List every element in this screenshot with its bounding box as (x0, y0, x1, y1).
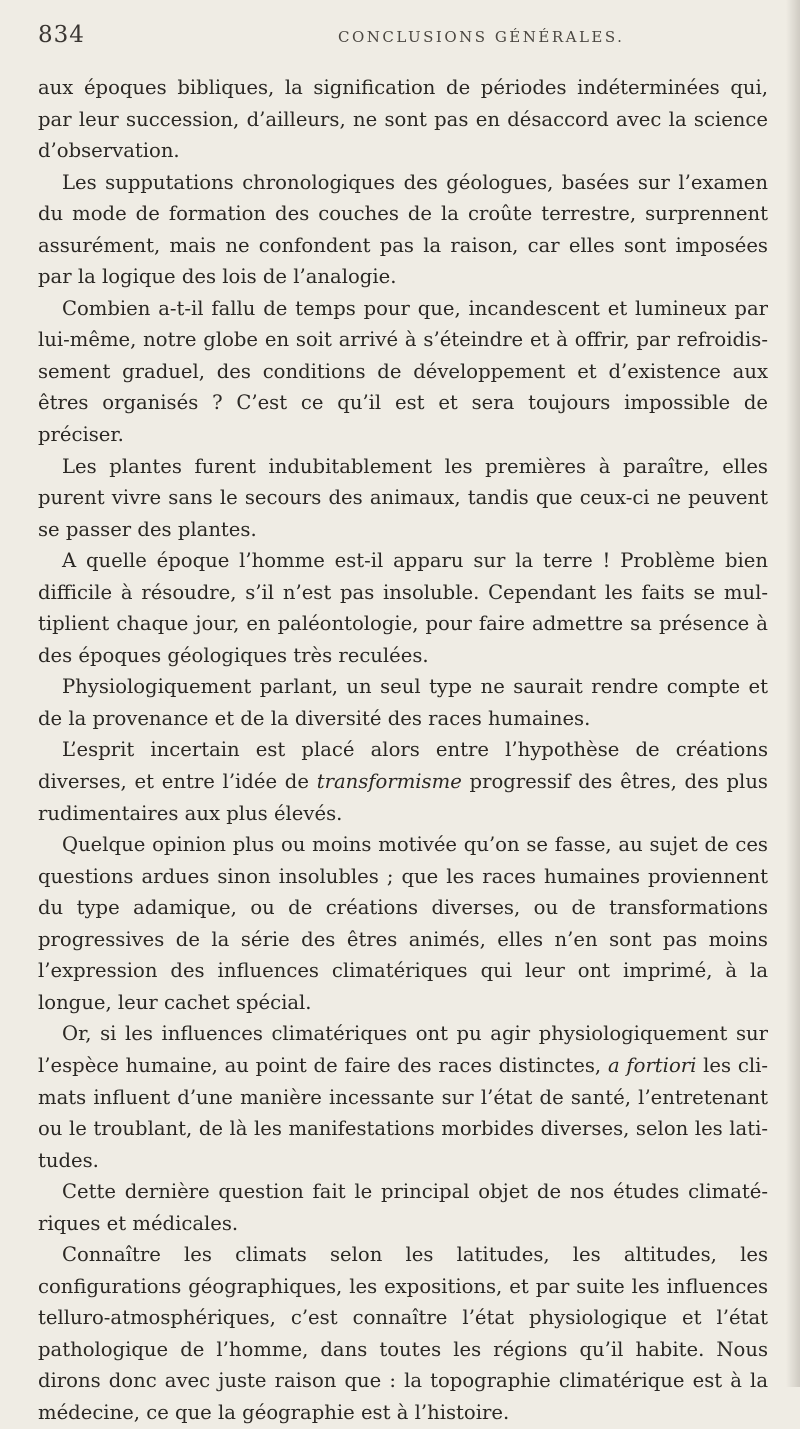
paragraph-text: les climats influent d’une manière incessante sur l’état de santé, l’entretenant ou le troublant, de là les manifestations morbides diverses, selon les latitudes. (38, 1053, 768, 1172)
paragraph (38, 1018, 768, 1176)
italic-term: transformisme (316, 770, 462, 794)
body-text (38, 72, 768, 1429)
paragraph-text: progressif des êtres, des plus rudimentaires aux plus élevés. (38, 770, 768, 825)
paragraph-text: Or, si les influences climatériques ont pu agir physiologiquement sur l’espèce humaine, au point de faire des races distinctes, (38, 1022, 768, 1077)
paragraph: Cette dernière question fait le principal objet de nos études climatériques et médicales. (38, 1180, 768, 1235)
page-header (38, 22, 770, 56)
page-edge-shadow (786, 0, 800, 1387)
paragraph-text: L’esprit incertain est placé alors entre l’hypothèse de créations diverses, et entre l’idée de (38, 738, 768, 794)
paragraph: aux époques bibliques, la signification de périodes indéterminées qui, par leur succession, d’ailleurs, ne sont pas en désaccord avec la science d’observation. (38, 76, 768, 163)
paragraph: Les plantes furent indubitablement les premières à paraître, elles purent vivre sans le secours des animaux, tandis que ceux-ci ne peuvent se passer des plantes. (38, 454, 768, 541)
paragraph: Connaître les climats selon les latitudes, les altitudes, les configurations géographiques, les expositions, et par suite les influences telluro-atmosphériques, c’est connaître l’état physiologique et l’état pathologique de l’homme, dans toutes les régions qu’il habite. Nous dirons donc avec juste raison que : la topographie climatérique est à la médecine, ce que la géographie est à l’histoire. (38, 1243, 768, 1424)
paragraph (38, 734, 768, 829)
running-title: CONCLUSIONS GÉNÉRALES. (338, 28, 625, 46)
italic-term: a fortiori (607, 1053, 697, 1077)
paragraph: Combien a-t-il fallu de temps pour que, incandescent et lumineux par lui-même, notre globe en soit arrivé à s’éteindre et à offrir, par refroidissement graduel, des conditions de développement et d’existence aux êtres organisés ? C’est ce qu’il est et sera toujours impossible de préciser. (38, 296, 768, 447)
paragraph: Les supputations chronologiques des géologues, basées sur l’examen du mode de formation des couches de la croûte terrestre, surprennent assurément, mais ne confondent pas la raison, car elles sont imposées par la logique des lois de l’analogie. (38, 170, 768, 289)
paragraph: Physiologiquement parlant, un seul type ne saurait rendre compte et de la provenance et de la diversité des races humaines. (38, 675, 768, 730)
paragraph: Quelque opinion plus ou moins motivée qu’on se fasse, au sujet de ces questions ardues sinon insolubles ; que les races humaines proviennent du type adamique, ou de créations diverses, ou de transformations progressives de la série des êtres animés, elles n’en sont pas moins l’expression des influences climatériques qui leur ont imprimé, à la longue, leur cachet spécial. (38, 833, 768, 1014)
page-number: 834 (38, 22, 85, 48)
paragraph: A quelle époque l’homme est-il apparu sur la terre ! Problème bien difficile à résoudre, s’il n’est pas insoluble. Cependant les faits se multiplient chaque jour, en paléontologie, pour faire admettre sa présence à des époques géologiques très reculées. (38, 549, 768, 667)
